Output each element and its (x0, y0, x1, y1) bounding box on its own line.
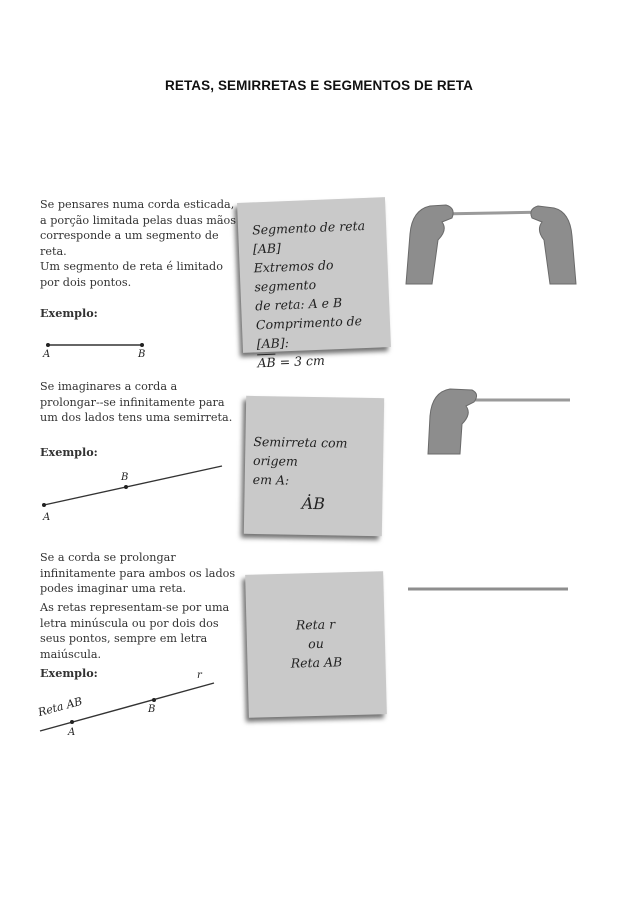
rope-line-photo (406, 582, 571, 596)
ray-paragraph-1: Se imaginares a corda a prolongar--se infinitamente para um dos lados tens uma semirreta. (40, 380, 233, 425)
ray-card-notation: ȦB (301, 493, 326, 514)
segment-paragraph-1: Se pensares numa corda esticada, a porção limitada pelas duas mãos corresponde a um segmento de reta. (40, 198, 237, 258)
line-paragraph-1: Se a corda se prolongar infinitamente para ambos os lados podes imaginar uma reta. (40, 551, 236, 596)
line-example-label: Exemplo: (40, 666, 98, 680)
segment-point-b-label: B (138, 349, 146, 360)
line-point-b (152, 698, 156, 702)
ray-example-label: Exemplo: (40, 445, 98, 459)
line-point-b-label: B (148, 704, 156, 715)
segment-card-line-2: Extremos do segmento (253, 257, 334, 295)
line-label-r: r (197, 670, 202, 681)
line-label-reta-ab: Reta AB (36, 694, 84, 719)
segment-example-label: Exemplo: (40, 306, 98, 320)
segment-card-line-4: Comprimento de [AB]: (255, 313, 363, 352)
segment-card-line-3: de reta: A e B (254, 294, 343, 314)
line-point-a (70, 720, 74, 724)
segment-point-a-label: A (43, 349, 51, 360)
line-point-a-label: A (68, 727, 76, 738)
line-card-line-2: ou (307, 635, 324, 652)
ray-point-b-label: B (121, 472, 129, 483)
line-card-line-3: Reta AB (290, 654, 343, 671)
line-card-line-1: Reta r (295, 616, 336, 633)
page-title: RETAS, SEMIRRETAS E SEGMENTOS DE RETA (165, 78, 473, 93)
segment-card-value: = 3 cm (275, 352, 326, 370)
ray-card-line-1: Semirreta com origem (252, 433, 348, 469)
segment-paragraph-2: Um segmento de reta é limitado por dois pontos. (40, 260, 223, 289)
ray-point-a-label: A (43, 512, 51, 523)
line-note-card (245, 571, 387, 718)
line-paragraph-2: As retas representam-se por uma letra minúscula ou por dois dos seus pontos, sempre em letra maiúscula. (40, 601, 230, 661)
segment-card-line-1: Segmento de reta [AB] (251, 217, 366, 257)
segment-card-ab: $\overline{AB}$ (257, 354, 276, 371)
ray-card-line-2: em A: (252, 471, 290, 488)
